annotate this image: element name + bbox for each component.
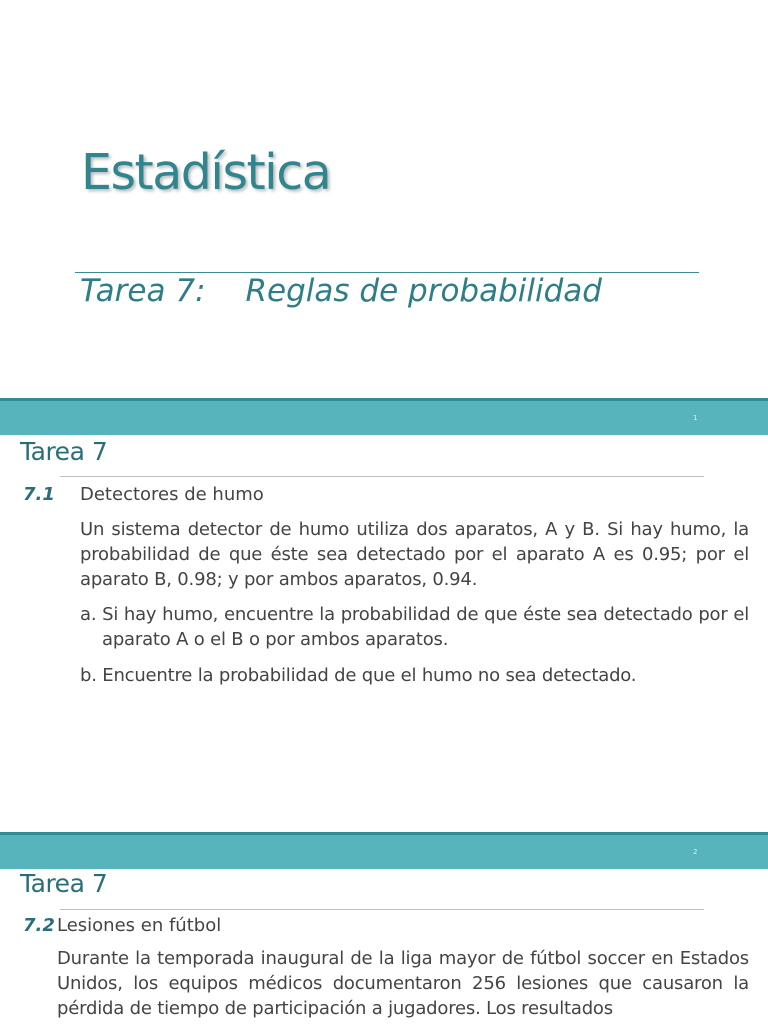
exercise-slide-7-1 [0,435,768,832]
presentation-subtitle [80,273,602,309]
section-title: Lesiones en fútbol [57,915,222,936]
subtitle-topic: Reglas de probabilidad [245,273,602,309]
page-number: 1 [693,414,698,422]
question-a: a. Si hay humo, encuentre la probabilidad de que éste sea detectado por el aparato A o el B o por ambos aparatos. [80,604,749,650]
presentation-title: Estadística [81,144,331,201]
slide-heading: Tarea 7 [20,437,108,466]
page-number: 2 [693,848,698,856]
slide-heading: Tarea 7 [20,869,108,898]
section-number: 7.2 [23,915,55,936]
section-title: Detectores de humo [80,484,264,505]
exercise-slide-7-2 [0,869,768,1024]
subtitle-label: Tarea 7: [80,273,206,309]
slide-separator-band [0,832,768,869]
slide-separator-band [0,398,768,435]
heading-divider [60,476,704,477]
question-b: b. Encuentre la probabilidad de que el humo no sea detectado. [80,665,637,686]
heading-divider [60,909,704,910]
problem-statement: Un sistema detector de humo utiliza dos aparatos, A y B. Si hay humo, la probabilidad de que éste sea detectado por el aparato A es 0.95; por el aparato B, 0.98; y por ambos aparatos, 0.94. [80,519,749,590]
section-number: 7.1 [23,484,55,505]
title-slide [0,0,768,400]
problem-statement: Durante la temporada inaugural de la liga mayor de fútbol soccer en Estados Unidos, los equipos médicos documentaron 256 lesiones que causaron la pérdida de tiempo de participación a jugadores. Los resultados [57,948,749,1019]
